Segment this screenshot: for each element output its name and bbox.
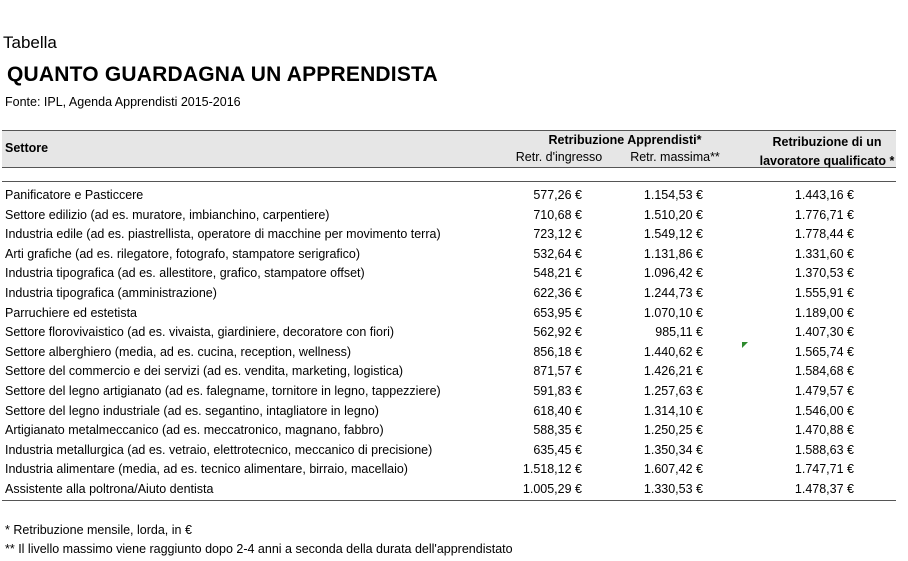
table-row: [0, 363, 908, 383]
table-row: [0, 442, 908, 462]
column-header-qualificato: [752, 133, 902, 171]
cell-massima: 1.244,73 €: [643, 285, 703, 300]
cell-ingresso: 871,57 €: [533, 364, 582, 379]
cell-settore: Industria tipografica (amministrazione): [5, 285, 217, 300]
column-header-ingresso: Retr. d'ingresso: [515, 150, 603, 164]
header-spacer-rule: [2, 181, 896, 182]
cell-ingresso: 548,21 €: [533, 266, 582, 281]
cell-massima: 1.426,21 €: [643, 364, 703, 379]
table-row: [0, 481, 908, 501]
table-row: [0, 422, 908, 442]
table-row: [0, 324, 908, 344]
cell-settore: Settore del commercio e dei servizi (ad es. vendita, marketing, logistica): [5, 364, 404, 379]
footnote-2: ** Il livello massimo viene raggiunto dopo 2-4 anni a seconda della durata dell'apprendistato: [5, 542, 513, 556]
header-top-rule: [2, 130, 896, 131]
cell-massima: 1.096,42 €: [643, 266, 703, 281]
cell-massima: 1.257,63 €: [643, 383, 703, 398]
source-line: Fonte: IPL, Agenda Apprendisti 2015-2016: [5, 95, 241, 109]
cell-settore: Industria alimentare (media, ad es. tecnico alimentare, birraio, macellaio): [5, 462, 408, 477]
cell-qualificato: 1.546,00 €: [794, 403, 854, 418]
cell-massima: 985,11 €: [655, 325, 703, 340]
cell-ingresso: 618,40 €: [533, 403, 582, 418]
cell-massima: 1.131,86 €: [643, 246, 703, 261]
cell-ingresso: 1.518,12 €: [522, 462, 582, 477]
column-header-qualificato-line2: lavoratore qualificato *: [759, 154, 895, 168]
table-row: [0, 285, 908, 305]
cell-qualificato: 1.588,63 €: [794, 442, 854, 457]
table-body: [0, 187, 908, 501]
cell-ingresso: 588,35 €: [533, 423, 582, 438]
cell-massima: 1.070,10 €: [643, 305, 703, 320]
cell-massima: 1.607,42 €: [643, 462, 703, 477]
cell-settore: Parruchiere ed estetista: [5, 305, 138, 320]
table-row: [0, 246, 908, 266]
cell-ingresso: 591,83 €: [533, 383, 582, 398]
cell-qualificato: 1.747,71 €: [794, 462, 854, 477]
cell-qualificato: 1.478,37 €: [794, 481, 854, 496]
table-row: [0, 187, 908, 207]
footnote-1: * Retribuzione mensile, lorda, in €: [5, 523, 192, 537]
cell-qualificato: 1.331,60 €: [794, 246, 854, 261]
column-group-header-apprendisti: Retribuzione Apprendisti*: [548, 133, 702, 147]
cell-qualificato: 1.470,88 €: [794, 423, 854, 438]
cell-ingresso: 635,45 €: [533, 442, 582, 457]
cell-qualificato: 1.189,00 €: [794, 305, 854, 320]
cell-settore: Industria tipografica (ad es. allestitore, grafico, stampatore offset): [5, 266, 365, 281]
table-bottom-rule: [2, 500, 896, 501]
table-row: [0, 344, 908, 364]
table-row: [0, 461, 908, 481]
cell-qualificato: 1.407,30 €: [794, 325, 854, 340]
cell-ingresso: 856,18 €: [533, 344, 582, 359]
column-header-settore: Settore: [5, 141, 49, 155]
cell-ingresso: 577,26 €: [533, 188, 582, 202]
cell-qualificato: 1.565,74 €: [794, 344, 854, 359]
cell-massima: 1.330,53 €: [643, 481, 703, 496]
cell-qualificato: 1.479,57 €: [794, 383, 854, 398]
column-header-qualificato-line1: Retribuzione di un: [772, 135, 882, 149]
cell-massima: 1.314,10 €: [643, 403, 703, 418]
cell-ingresso: 723,12 €: [533, 227, 582, 242]
cell-settore: Settore edilizio (ad es. muratore, imbianchino, carpentiere): [5, 207, 330, 222]
cell-massima: 1.549,12 €: [643, 227, 703, 242]
cell-ingresso: 710,68 €: [533, 207, 582, 222]
cell-settore: Settore alberghiero (media, ad es. cucina, reception, wellness): [5, 344, 352, 359]
table-row: [0, 226, 908, 246]
column-header-massima: Retr. massima**: [630, 150, 720, 164]
cell-qualificato: 1.443,16 €: [794, 188, 854, 202]
cell-settore: Assistente alla poltrona/Aiuto dentista: [5, 481, 214, 496]
cell-settore: Settore florovivaistico (ad es. vivaista, giardiniere, decoratore con fiori): [5, 325, 395, 340]
cell-massima: 1.440,62 €: [643, 344, 703, 359]
cell-qualificato: 1.555,91 €: [794, 285, 854, 300]
cell-settore: Industria metallurgica (ad es. vetraio, elettrotecnico, meccanico di precisione): [5, 442, 433, 457]
cell-settore: Arti grafiche (ad es. rilegatore, fotografo, stampatore serigrafico): [5, 246, 361, 261]
table-row: [0, 265, 908, 285]
cell-qualificato: 1.370,53 €: [794, 266, 854, 281]
cell-comment-marker: [742, 342, 748, 348]
cell-ingresso: 653,95 €: [533, 305, 582, 320]
cell-settore: Settore del legno industriale (ad es. segantino, intagliatore in legno): [5, 403, 379, 418]
cell-massima: 1.510,20 €: [643, 207, 703, 222]
caption: Tabella: [3, 33, 57, 52]
page-title: QUANTO GUARDAGNA UN APPRENDISTA: [7, 63, 438, 86]
table-row: [0, 383, 908, 403]
cell-ingresso: 562,92 €: [533, 325, 582, 340]
table-row: [0, 403, 908, 423]
cell-qualificato: 1.778,44 €: [794, 227, 854, 242]
cell-ingresso: 622,36 €: [533, 285, 582, 300]
cell-settore: Artigianato metalmeccanico (ad es. meccatronico, magnano, fabbro): [5, 423, 384, 438]
cell-ingresso: 1.005,29 €: [522, 481, 582, 496]
cell-settore: Settore del legno artigianato (ad es. falegname, tornitore in legno, tappezziere): [5, 383, 441, 398]
cell-settore: Panificatore e Pasticcere: [5, 188, 144, 202]
cell-massima: 1.350,34 €: [643, 442, 703, 457]
cell-massima: 1.250,25 €: [643, 423, 703, 438]
cell-massima: 1.154,53 €: [643, 188, 703, 202]
cell-qualificato: 1.776,71 €: [794, 207, 854, 222]
cell-settore: Industria edile (ad es. piastrellista, operatore di macchine per movimento terra): [5, 227, 441, 242]
table-row: [0, 207, 908, 227]
table-row: [0, 305, 908, 325]
cell-qualificato: 1.584,68 €: [794, 364, 854, 379]
cell-ingresso: 532,64 €: [533, 246, 582, 261]
